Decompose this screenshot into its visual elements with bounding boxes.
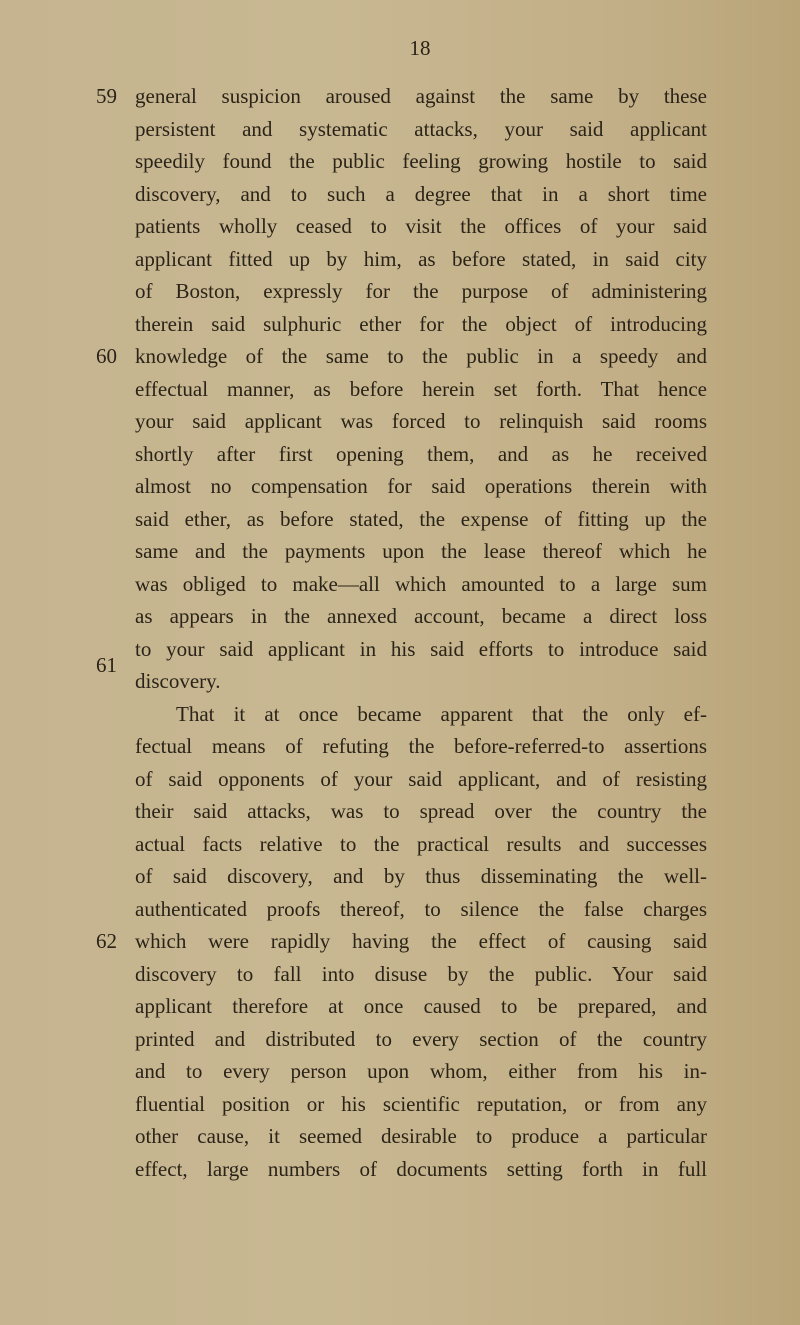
text-line: their said attacks, was to spread over the country the [135, 799, 707, 823]
text-line: patients wholly ceased to visit the offices of your said [135, 214, 707, 238]
text-line: shortly after first opening them, and as he received [135, 441, 707, 466]
text-line: your said applicant was forced to relinquish said rooms [135, 409, 707, 433]
text-line: speedily found the public feeling growing hostile to said [135, 149, 707, 173]
text-line: of Boston, expressly for the purpose of administering [135, 279, 707, 303]
text-line: effectual manner, as before herein set forth. That hence [135, 376, 707, 401]
text-line: authenticated proofs thereof, to silence the false charges [135, 896, 707, 921]
margin-line-number: 59 [96, 84, 117, 108]
text-line: fluential position or his scientific reputation, or from any [135, 1091, 707, 1116]
text-line: persistent and systematic attacks, your said applicant [135, 116, 707, 141]
page-number: 18 [409, 36, 431, 60]
text-line: and to every person upon whom, either from his in- [135, 1059, 707, 1083]
text-line: actual facts relative to the practical results and successes [135, 831, 707, 856]
text-line: discovery. [135, 669, 221, 693]
text-line: knowledge of the same to the public in a speedy and [135, 344, 707, 368]
margin-line-number: 60 [96, 344, 117, 368]
text-line: said ether, as before stated, the expense of fitting up the [135, 506, 707, 531]
text-line: That it at once became apparent that the only ef- [176, 701, 707, 726]
text-line: other cause, it seemed desirable to produce a particular [135, 1124, 707, 1148]
text-line: printed and distributed to every section of the country [135, 1026, 707, 1051]
text-line: therein said sulphuric ether for the object of introducing [135, 311, 707, 336]
text-line: discovery to fall into disuse by the public. Your said [135, 961, 707, 986]
text-line: applicant therefore at once caused to be prepared, and [135, 994, 707, 1018]
text-line: of said discovery, and by thus disseminating the well- [135, 864, 707, 888]
text-line: to your said applicant in his said efforts to introduce said [135, 636, 707, 661]
margin-line-number: 61 [96, 652, 117, 677]
text-line: of said opponents of your said applicant, and of resisting [135, 766, 707, 791]
text-line: discovery, and to such a degree that in a short time [135, 181, 707, 206]
text-line: fectual means of refuting the before-referred-to assertions [135, 734, 707, 758]
text-line: almost no compensation for said operations therein with [135, 474, 707, 498]
text-line: applicant fitted up by him, as before stated, in said city [135, 246, 707, 271]
text-line: effect, large numbers of documents setting forth in full [135, 1156, 707, 1181]
text-line: same and the payments upon the lease thereof which he [135, 539, 707, 563]
text-line: which were rapidly having the effect of causing said [135, 929, 707, 953]
text-line: as appears in the annexed account, became a direct loss [135, 604, 707, 628]
text-line: was obliged to make—all which amounted to a large sum [135, 571, 707, 596]
margin-line-number: 62 [96, 929, 117, 953]
text-line: general suspicion aroused against the same by these [135, 84, 707, 108]
